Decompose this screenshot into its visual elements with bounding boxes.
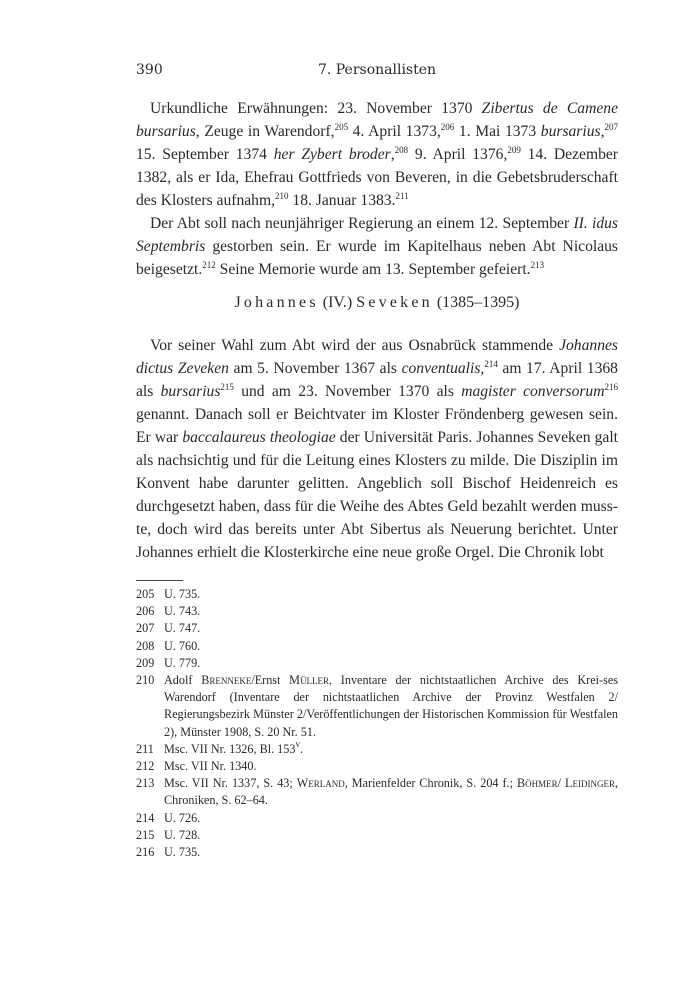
footnote-ref: 206 xyxy=(440,122,455,132)
footnote-ref: 216 xyxy=(604,382,618,392)
running-head: 7. Personallisten xyxy=(317,62,437,78)
body-text-section-1 xyxy=(136,97,618,281)
footnote: 216 U. 735. xyxy=(136,845,201,860)
footnotes xyxy=(136,586,618,861)
page-number: 390 xyxy=(136,62,163,78)
footnote-ref: 209 xyxy=(507,145,521,155)
footnote-ref: 214 xyxy=(484,359,498,369)
footnote-ref: 208 xyxy=(394,145,409,155)
footnote-ref: 211 xyxy=(395,191,409,201)
footnote: 210 Adolf Brenneke/Ernst Müller, Inventare der nichtstaatlichen Archive des Krei-ses Warendorf (Inventare der nichtstaatlichen Archive der Provinz Westfalen 2/ Regierungsbezirk Münster 2/Veröffentlichungen der Historischen Kommission für Westfalen 2), Münster 1908, S. 20 Nr. 51. xyxy=(136,673,618,739)
footnote: 205 U. 735. xyxy=(136,587,201,601)
section-heading: Johannes (IV.) Seveken (1385–1395) xyxy=(234,294,520,311)
footnote: 214 U. 726. xyxy=(136,810,201,825)
footnote: 206 U. 743. xyxy=(136,604,201,619)
footnote-ref: 212 xyxy=(202,260,216,270)
footnote: 209 U. 779. xyxy=(136,655,201,670)
footnote-ref: 213 xyxy=(530,260,545,270)
footnote: 212 Msc. VII Nr. 1340. xyxy=(136,759,257,774)
footnote-separator xyxy=(136,580,183,581)
paragraph-mentions: Urkundliche Erwähnungen: 23. November 1370 Zibertus de Camene bursarius, Zeuge in Warendorf,$^{205}$ 4. April 1373,$^{206}$ 1. Mai 1373 bursarius,$^{207}$ 15. September 1374 her Zybert broder,$^{208}$ 9. April 1376,$^{209}$ 14. Dezember 1382, als er Ida, Ehefrau Gottfrieds von Beveren, in die Gebetsbruderschaft des Klosters aufnahm,$^{210}$ 18. Januar 1383.$^{211}$ xyxy=(136,100,618,209)
footnote: 213 Msc. VII Nr. 1337, S. 43; Werland, Marienfelder Chronik, S. 204 f.; Böhmer/ Leidinger, Chroniken, S. 62–64. xyxy=(136,776,619,808)
paragraph-biography: Vor seiner Wahl zum Abt wird der aus Osnabrück stammende Johannes dictus Zeveken am 5. November 1367 als conventualis,$^{214}$ am 17. April 1368 als bursarius$^{215}$ und am 23. November 1370 als magister conversorum$^{216}$ genannt. Danach soll er Beichtvater im Kloster Fröndenberg gewesen sein. Er war baccalaureus theologiae der Universität Paris. Johannes Seveken galt als nachsichtig und für die Leitung eines Klosters zu milde. Die Disziplin im Konvent habe darunter gelitten. Angeblich soll Bischof Heidenreich es durchgesetzt haben, dass für die Weihe des Abtes Geld bezahlt werden muss-te, doch wird das bereits unter Abt Sibertus als Neuerung berichtet. Unter Johannes erhielt die Klosterkirche eine neue große Orgel. Die Chronik lobt xyxy=(136,337,618,561)
footnote-ref: 207 xyxy=(604,122,618,132)
footnote-ref: 215 xyxy=(220,382,234,392)
footnote: 208 U. 760. xyxy=(136,638,201,653)
footnote-ref: 205 xyxy=(334,122,349,132)
body-text-section-2 xyxy=(136,334,618,564)
footnote: 215 U. 728. xyxy=(136,827,201,842)
paragraph-death: Der Abt soll nach neunjähriger Regierung an einem 12. September II. idus Septembris gestorben sein. Er wurde im Kapitelhaus neben Abt Nicolaus beigesetzt.$^{212}$ Seine Memorie wurde am 13. September gefeiert.$^{213}$ xyxy=(136,215,618,278)
page-header xyxy=(136,62,618,82)
footnote: 207 U. 747. xyxy=(136,621,201,636)
footnote: 211 Msc. VII Nr. 1326, Bl. 153$^v$. xyxy=(136,738,304,756)
footnote-ref: 210 xyxy=(275,191,289,201)
